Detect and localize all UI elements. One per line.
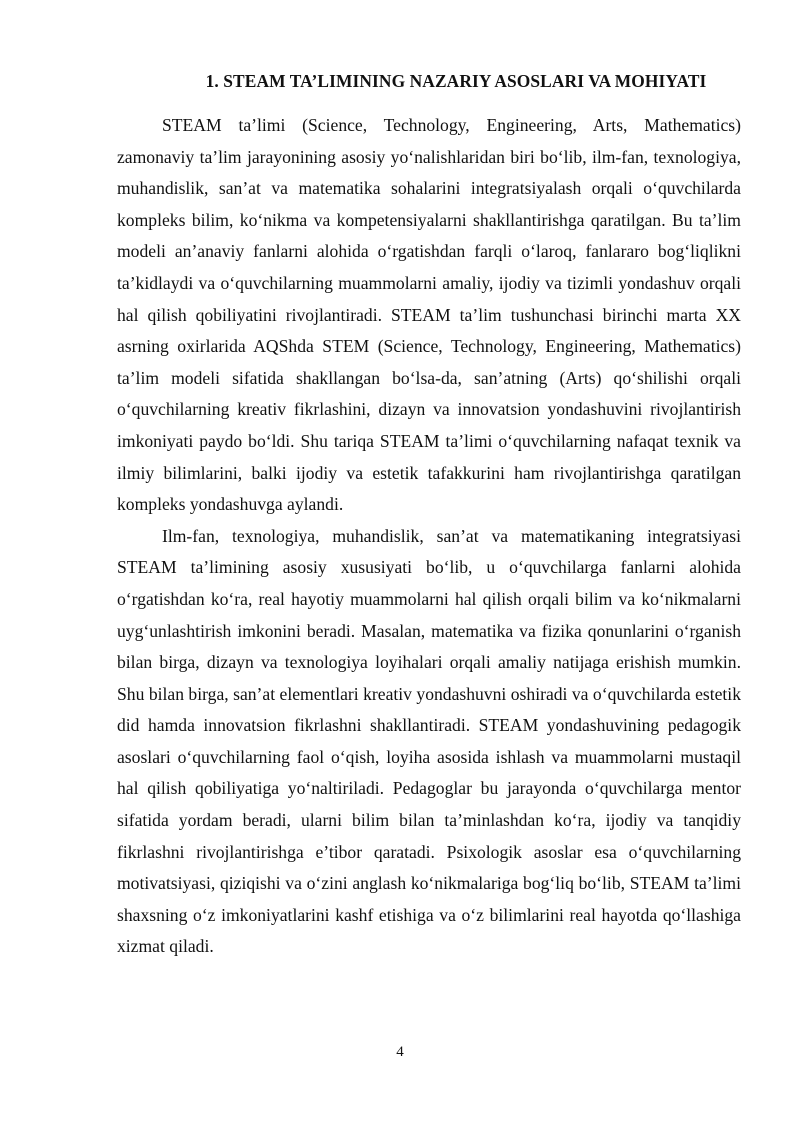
section-heading: 1. STEAM TA’LIMINING NAZARIY ASOSLARI VA MOHIYATI	[205, 71, 707, 91]
body-text	[117, 110, 741, 963]
paragraph-1: STEAM ta’limi (Science, Technology, Engineering, Arts, Mathematics) zamonaviy ta’lim jarayonining asosiy yo‘nalishlaridan biri bo‘lib, ilm-fan, texnologiya, muhandislik, san’at va matematika sohalarini integratsiyalash orqali o‘quvchilarda kompleks bilim, ko‘nikma va kompetensiyalarni shakllantirishga qaratilgan. Bu ta’lim modeli an’anaviy fanlarni alohida o‘rgatishdan farqli o‘laroq, fanlararo bog‘liqlikni ta’kidlaydi va o‘quvchilarning muammolarni amaliy, ijodiy va tizimli yondashuv orqali hal qilish qobiliyatini rivojlantiradi. STEAM ta’lim tushunchasi birinchi marta XX asrning oxirlarida AQShda STEM (Science, Technology, Engineering, Mathematics) ta’lim modeli sifatida shakllangan bo‘lsa-da, san’atning (Arts) qo‘shilishi orqali o‘quvchilarning kreativ fikrlashini, dizayn va innovatsion yondashuvini rivojlantirish imkoniyati paydo bo‘ldi. Shu tariqa STEAM ta’limi o‘quvchilarning nafaqat texnik va ilmiy bilimlarini, balki ijodiy va estetik tafakkurini ham rivojlantirishga qaratilgan kompleks yondashuvga aylandi.	[117, 115, 741, 515]
page-number: 4	[396, 1044, 404, 1060]
paragraph-2: Ilm-fan, texnologiya, muhandislik, san’at va matematikaning integratsiyasi STEAM ta’limining asosiy xususiyati bo‘lib, u o‘quvchilarga fanlarni alohida o‘rgatishdan ko‘ra, real hayotiy muammolarni hal qilish orqali bilim va ko‘nikmalarni uyg‘unlashtirish imkonini beradi. Masalan, matematika va fizika qonunlarini o‘rganish bilan birga, dizayn va texnologiya loyihalari orqali amaliy natijaga erishish mumkin. Shu bilan birga, san’at elementlari kreativ yondashuvni oshiradi va o‘quvchilarda estetik did hamda innovatsion fikrlashni shakllantiradi. STEAM yondashuvining pedagogik asoslari o‘quvchilarning faol o‘qish, loyiha asosida ishlash va muammolarni mustaqil hal qilish qobiliyatiga yo‘naltiriladi. Pedagoglar bu jarayonda o‘quvchilarga mentor sifatida yordam beradi, ularni bilim bilan ta’minlashdan ko‘ra, ijodiy va tanqidiy fikrlashni rivojlantirishga e’tibor qaratadi. Psixologik asoslar esa o‘quvchilarning motivatsiyasi, qiziqishi va o‘zini anglash ko‘nikmalariga bog‘liq bo‘lib, STEAM ta’limi shaxsning o‘z imkoniyatlarini kashf etishiga va o‘z bilimlarini real hayotda qo‘llashiga xizmat qiladi.	[117, 525, 741, 957]
